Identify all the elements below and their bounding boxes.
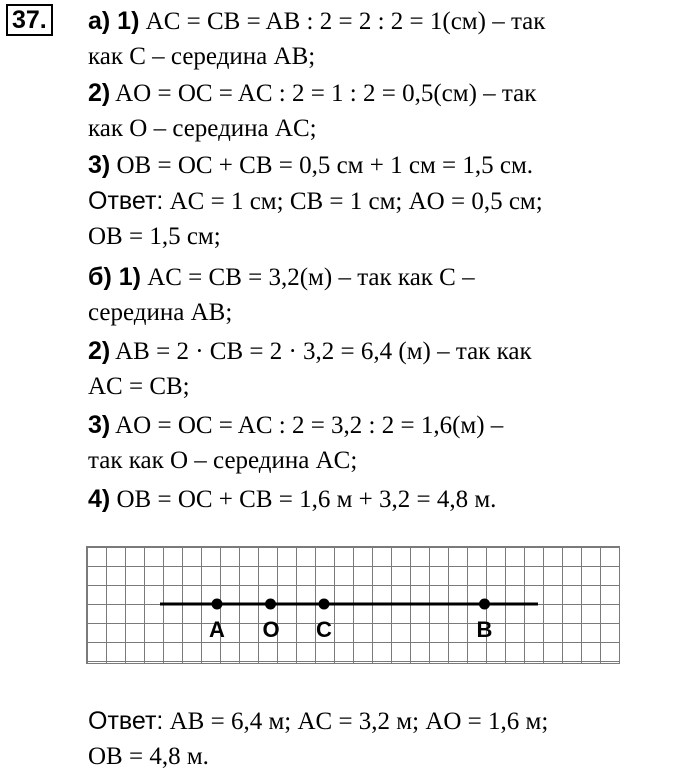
solution-line-7 (88, 222, 221, 252)
answer-label: Ответ: (88, 707, 164, 735)
point-c-dot (319, 599, 330, 610)
solution-line-11 (88, 372, 190, 402)
line-text: AC = CB = 3,2(м) – так как C – (147, 264, 475, 291)
point-b-dot (479, 599, 490, 610)
solution-line-6 (88, 186, 543, 217)
point-a-label: A (209, 617, 225, 642)
final-answer-line-2 (88, 742, 209, 772)
line-text: AO = OC = AC : 2 = 1 : 2 = 0,5(см) – так (115, 80, 537, 107)
line-text: как O – середина AC; (88, 115, 317, 142)
solution-line-8 (88, 262, 475, 293)
solution-line-12 (88, 410, 503, 441)
answer-text: AB = 6,4 м; AC = 3,2 м; AO = 1,6 м; (169, 708, 549, 735)
step-label: 4) (88, 485, 111, 513)
step-label: 2) (88, 337, 111, 365)
step-label: 2) (88, 79, 111, 107)
solution-line-10 (88, 336, 532, 367)
solution-line-14 (88, 484, 496, 515)
solution-line-1 (88, 6, 545, 37)
point-o-dot (265, 599, 276, 610)
line-text: OB = 1,5 см; (88, 223, 221, 250)
solution-line-3 (88, 78, 536, 109)
solution-line-9 (88, 298, 232, 328)
point-o-label: O (262, 617, 280, 642)
answer-text: OB = 4,8 м. (88, 743, 209, 770)
solution-line-13 (88, 446, 357, 476)
problem-number: 37. (6, 4, 53, 36)
line-text: AC = CB; (88, 373, 190, 400)
step-label: 3) (88, 411, 111, 439)
line-text: как C – середина AB; (88, 43, 316, 70)
point-c-label: C (316, 617, 332, 642)
line-text: OB = OC + CB = 1,6 м + 3,2 = 4,8 м. (116, 486, 497, 513)
solution-line-2 (88, 42, 315, 72)
point-a-dot (212, 599, 223, 610)
part-b-label: б) 1) (88, 263, 141, 291)
line-text: AO = OC = AC : 2 = 3,2 : 2 = 1,6(м) – (115, 412, 504, 439)
line-text: OB = OC + CB = 0,5 см + 1 см = 1,5 см. (116, 152, 534, 179)
step-label: 3) (88, 151, 111, 179)
solution-line-5 (88, 150, 533, 181)
line-text: AC = CB = AB : 2 = 2 : 2 = 1(см) – так (145, 8, 546, 35)
answer-label: Ответ: (88, 187, 164, 215)
part-a-label: а) 1) (88, 7, 140, 35)
final-answer-line-1 (88, 706, 548, 737)
line-text: так как O – середина AC; (88, 447, 358, 474)
point-b-label: B (476, 617, 493, 642)
line-text: AC = 1 см; CB = 1 см; AO = 0,5 см; (169, 188, 543, 215)
segment-figure (86, 546, 618, 662)
solution-line-4 (88, 114, 317, 144)
line-text: середина AB; (88, 299, 233, 326)
line-text: AB = 2 · CB = 2 · 3,2 = 6,4 (м) – так как (115, 338, 532, 365)
